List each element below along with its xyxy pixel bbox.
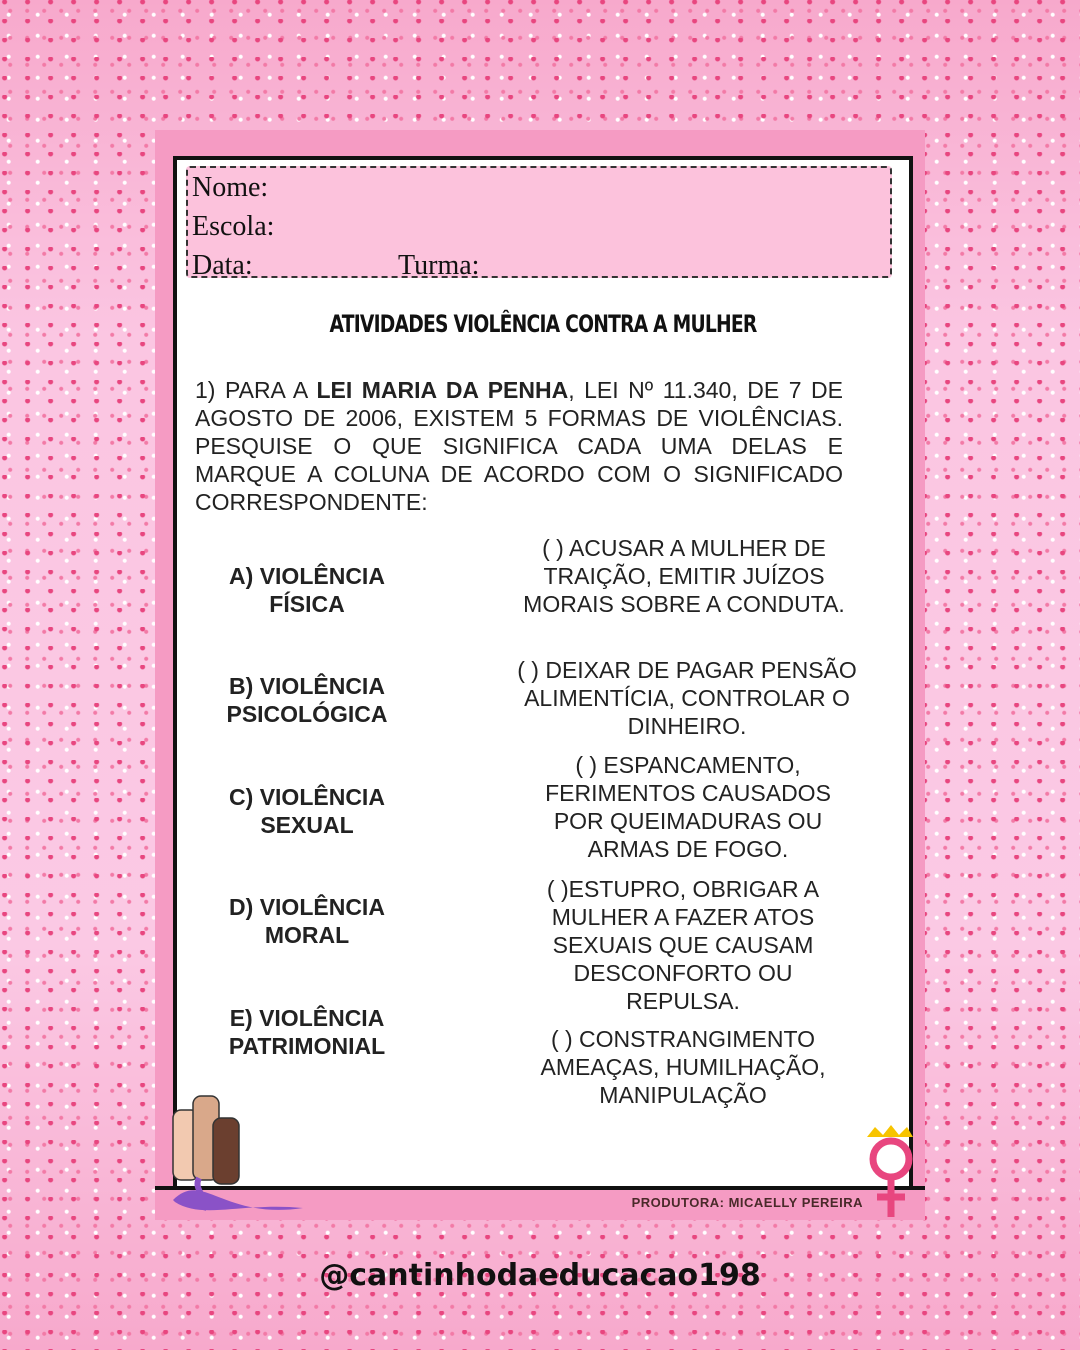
option-a-line1: A) VIOLÊNCIA [229, 563, 385, 589]
school-label: Escola: [192, 211, 275, 242]
answer-item-3[interactable]: ( ) ESPANCAMENTO, FERIMENTOS CAUSADOS POR QUEIMADURAS OU ARMAS DE FOGO. [545, 752, 831, 862]
option-e-line1: E) VIOLÊNCIA [229, 1005, 385, 1031]
female-symbol-crown-icon [861, 1125, 921, 1220]
option-d [217, 893, 397, 949]
date-label: Data: [192, 250, 253, 281]
law-name: LEI MARIA DA PENHA [316, 377, 569, 403]
answer-item-2[interactable]: ( ) DEIXAR DE PAGAR PENSÃO ALIMENTÍCIA, CONTROLAR O DINHEIRO. [517, 657, 857, 739]
option-e [217, 1004, 397, 1060]
option-a-line2: FÍSICA [269, 591, 345, 617]
answer-item-4[interactable]: ( )ESTUPRO, OBRIGAR A MULHER A FAZER ATOS SEXUAIS QUE CAUSAM DESCONFORTO OU REPULSA. [546, 876, 820, 1014]
student-info-box [186, 166, 892, 281]
name-label: Nome: [192, 172, 269, 203]
instagram-handle[interactable]: @cantinhodaeducacao198 [319, 1258, 761, 1293]
question-prefix: 1) PARA A [195, 377, 317, 403]
worksheet-sheet [173, 156, 913, 1198]
option-d-line2: MORAL [264, 922, 350, 948]
answer-item-1[interactable]: ( ) ACUSAR A MULHER DE TRAIÇÃO, EMITIR JUÍZOS MORAIS SOBRE A CONDUTA. [523, 535, 845, 617]
option-c-line1: C) VIOLÊNCIA [229, 784, 385, 810]
question-1 [195, 376, 843, 516]
worksheet-page [155, 130, 925, 1220]
option-b [217, 672, 397, 728]
option-a [217, 562, 397, 618]
class-label: Turma: [398, 250, 480, 281]
question-body: , LEI Nº 11.340, DE 7 DE AGOSTO DE 2006, EXISTEM 5 FORMAS DE VIOLÊNCIAS. PESQUISE O QUE SIGNIFICA CADA UMA DELAS E MARQUE A COLUNA DE ACORDO COM O SIGNIFICADO CORRESPONDENTE: [195, 377, 843, 515]
raised-fists-ribbon-icon [163, 1090, 303, 1220]
option-b-line1: B) VIOLÊNCIA [229, 673, 385, 699]
worksheet-title: ATIVIDADES VIOLÊNCIA CONTRA A MULHER [329, 310, 757, 338]
option-e-line2: PATRIMONIAL [228, 1033, 386, 1059]
answer-item-5[interactable]: ( ) CONSTRANGIMENTO AMEAÇAS, HUMILHAÇÃO, MANIPULAÇÃO [540, 1026, 826, 1108]
option-d-line1: D) VIOLÊNCIA [229, 894, 385, 920]
option-c [217, 783, 397, 839]
producer-credit: PRODUTORA: MICAELLY PEREIRA [631, 1195, 863, 1210]
option-c-line2: SEXUAL [260, 812, 354, 838]
option-b-line2: PSICOLÓGICA [226, 701, 388, 727]
